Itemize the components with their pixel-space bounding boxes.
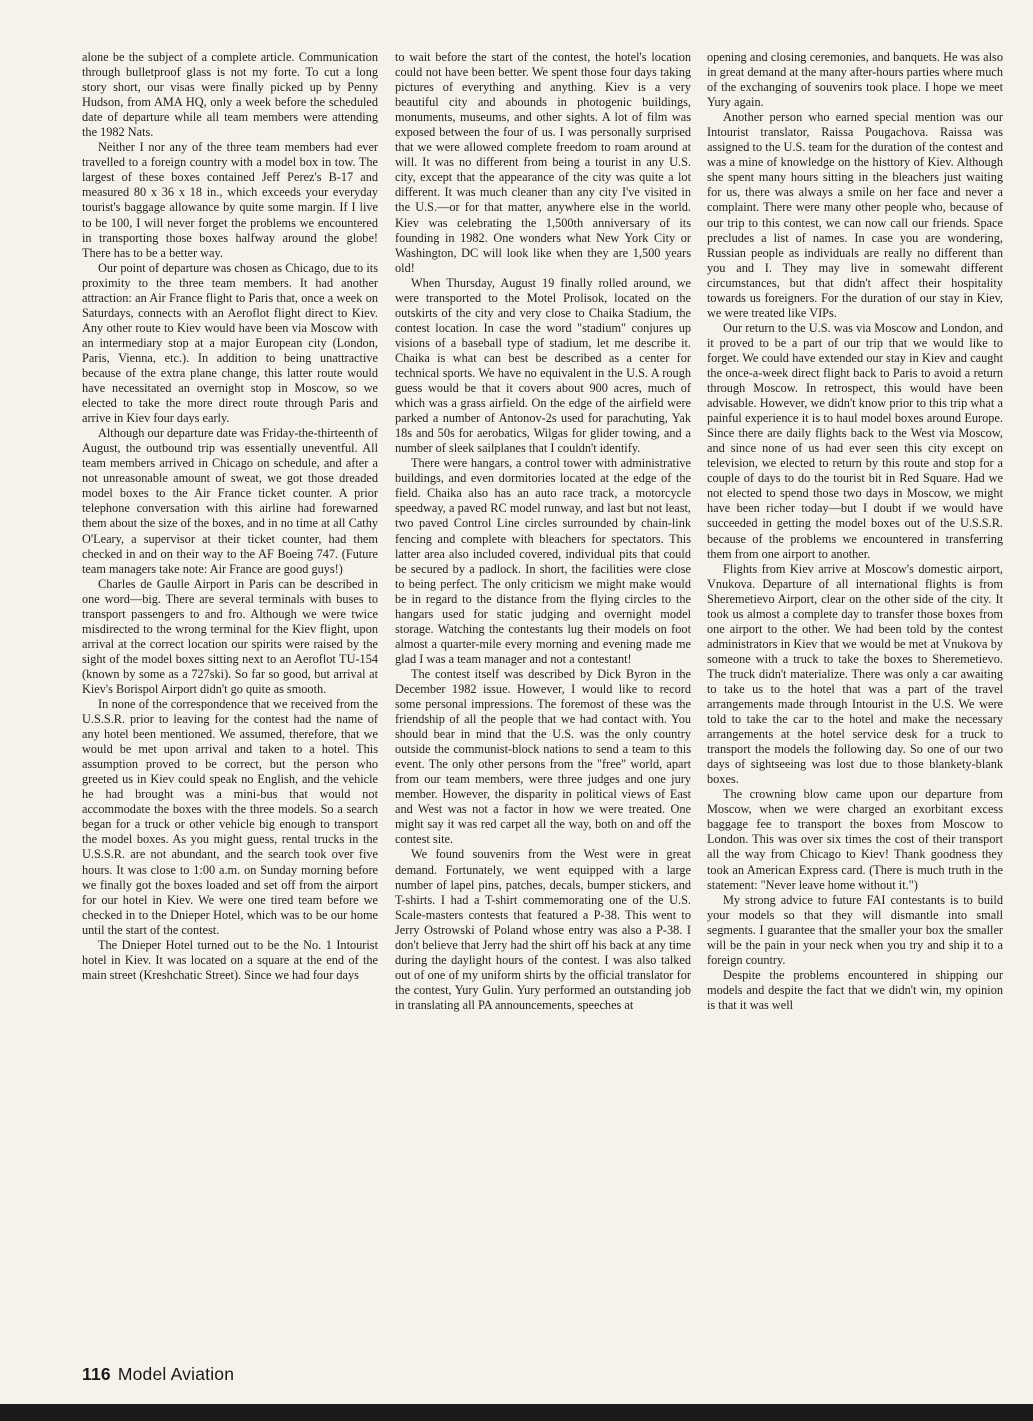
- scan-edge: [0, 1404, 1033, 1421]
- paragraph: to wait before the start of the contest, the hotel's location could not have been better. We spent those four days taking pictures of everything and anything. Kiev is a very beautiful city and abounds in photogenic buildings, monuments, museums, and other sights. A lot of film was exposed between the four of us. I was personally surprised that we were allowed complete freedom to roam around at will. It was no different from being a tourist in any U.S. city, except that the appearance of the city was quite a lot different. It was much cleaner than any city I've visited in the U.S.—or for that matter, anywhere else in the world. Kiev was celebrating the 1,500th anniversary of its founding in 1982. One wonders what New York City or Washington, DC will look like when they are 1,500 years old!: [395, 50, 691, 275]
- article-column-1: [82, 50, 378, 1350]
- paragraph: Another person who earned special mention was our Intourist translator, Raissa Pougachova. Raissa was assigned to the U.S. team for the duration of the contest and was a mine of knowledge on the histtory of Kiev. Although she spent many hours sitting in the bleachers just waiting for us, there was always a smile on her face and never a complaint. There were many other people who, because of our trip to this contest, we can now call our friends. Space precludes a list of names. In case you are wondering, Russian people as individuals are really no different than you and I. They may live in somewaht different circumstances, but that didn't affect their hospitality towards us foreigners. For the duration of our stay in Kiev, we were treated like VIPs.: [707, 110, 1003, 320]
- paragraph: Despite the problems encountered in shipping our models and despite the fact that we didn't win, my opinion is that it was well: [707, 967, 1003, 1012]
- paragraph: opening and closing ceremonies, and banquets. He was also in great demand at the many after-hours parties where much of the exchanging of souvenirs took place. I hope we meet Yury again.: [707, 50, 1003, 110]
- paragraph: The contest itself was described by Dick Byron in the December 1982 issue. However, I would like to record some personal impressions. The foremost of these was the friendship of all the people that we had contact with. You should bear in mind that the U.S. was the only country outside the communist-block nations to send a team to this event. The only other persons from the "free" world, apart from our team members, were three judges and one jury member. However, the disparity in political views of East and West was not a factor in how we were treated. One might say it was red carpet all the way, both on and off the contest site.: [395, 666, 691, 847]
- paragraph: Our return to the U.S. was via Moscow and London, and it proved to be a part of our trip that we would like to forget. We could have extended our stay in Kiev and caught the once-a-week direct flight back to Paris to avoid a return through Moscow. In retrospect, this would have been advisable. However, we didn't know prior to this trip what a painful experience it is to haul model boxes around Europe. Since there are daily flights back to the West via Moscow, and since none of us had ever seen this city except on television, we elected to return by this route and stop for a couple of days to do the tourist bit in Red Square. Had we not elected to spend those two days in Moscow, we might have been richer today—but I doubt if we would have succeeded in getting the model boxes out of the U.S.S.R. because of the problems we encountered in transferring them from one airport to another.: [707, 320, 1003, 561]
- paragraph: There were hangars, a control tower with administrative buildings, and even dormitories located at the edge of the field. Chaika also has an auto race track, a motorcycle speedway, a paved RC model runway, and last but not least, two paved Control Line circles surrounded by chain-link fencing and complete with bleachers for spectators. This latter area also included covered, individual pits that could be secured by a padlock. In short, the facilities were close to being perfect. The only criticism we might make would be in regard to the distance from the flying circles to the hangars used for static judging and overnight model storage. Watching the contestants lug their models on foot almost a quarter-mile every morning and evening made me glad I was a team manager and not a contestant!: [395, 456, 691, 666]
- paragraph: The crowning blow came upon our departure from Moscow, when we were charged an exorbitant excess baggage fee to transport the boxes from Moscow to London. This was over six times the cost of their transport all the way from Chicago to Kiev! Thank goodness they took an American Express card. (There is much truth in the statement: "Never leave home without it."): [707, 787, 1003, 892]
- page-number: 116: [82, 1364, 111, 1384]
- paragraph: When Thursday, August 19 finally rolled around, we were transported to the Motel Prolisok, located on the outskirts of the city and very close to Chaika Stadium, the contest location. In case the word "stadium" conjures up visions of a baseball type of stadium, let me describe it. Chaika is what can best be described as a center for technical sports. We have no equivalent in the U.S. A rough guess would be that it covers about 900 acres, much of which was a grass airfield. On the edge of the airfield were parked a number of Antonov-2s used for parachuting, Yak 18s and 50s for aerobatics, Wilgas for glider towing, and a number of sleek sailplanes that I couldn't identify.: [395, 275, 691, 456]
- article-column-3: [707, 50, 1003, 1350]
- magazine-title: Model Aviation: [117, 1364, 235, 1384]
- paragraph: Although our departure date was Friday-the-thirteenth of August, the outbound trip was essentially uneventful. All team members arrived in Chicago on schedule, and after a not unreasonable amount of sweat, we got those dreaded model boxes to the Air France ticket counter. A prior telephone conversation with this airline had forewarned them about the size of the boxes, and in no time at all Cathy O'Leary, a supervisor at their ticket counter, had them checked in and on their way to the AF Boeing 747. (Future team managers take note: Air France are good guys!): [82, 426, 378, 576]
- page-footer: [82, 1364, 234, 1385]
- paragraph: The Dnieper Hotel turned out to be the No. 1 Intourist hotel in Kiev. It was located on a square at the end of the main street (Kreshchatic Street). Since we had four days: [82, 937, 378, 982]
- paragraph: My strong advice to future FAI contestants is to build your models so that they will dismantle into small segments. I guarantee that the smaller your box the smaller will be the pain in your neck when you try and ship it to a foreign country.: [707, 892, 1003, 967]
- article-column-2: [395, 50, 691, 1350]
- paragraph: Charles de Gaulle Airport in Paris can be described in one word—big. There are several terminals with buses to transport passengers to and fro. Although we were twice misdirected to the wrong terminal for the Kiev flight, upon arrival at the correct location our spirits were raised by the sight of the model boxes sitting next to an Aeroflot TU-154 (known by some as a 727ski). So far so good, but arrival at Kiev's Borispol Airport didn't go quite as smooth.: [82, 576, 378, 696]
- paragraph: Our point of departure was chosen as Chicago, due to its proximity to the three team members. It had another attraction: an Air France flight to Paris that, once a week on Saturdays, connects with an Aeroflot flight direct to Kiev. Any other route to Kiev would have been via Moscow with an intermediary stop at a major European city (London, Paris, Vienna, etc.). In addition to being unattractive because of the extra plane change, this latter route would have necessitated an overnight stop in Moscow, so we elected to take the more direct route through Paris and arrive in Kiev four days early.: [82, 260, 378, 426]
- paragraph: Neither I nor any of the three team members had ever travelled to a foreign country with a model box in tow. The largest of these boxes contained Jeff Perez's B-17 and measured 80 x 36 x 18 in., which exceeds your everyday tourist's baggage allowance by quite some margin. If I live to be 100, I will never forget the problems we encountered in transporting those boxes halfway around the globe! There has to be a better way.: [82, 140, 378, 260]
- paragraph: alone be the subject of a complete article. Communication through bulletproof glass is not my forte. To cut a long story short, our visas were finally picked up by Penny Hudson, from AMA HQ, only a week before the scheduled date of departure while all team members were attending the 1982 Nats.: [82, 50, 378, 140]
- paragraph: We found souvenirs from the West were in great demand. Fortunately, we went equipped with a large number of lapel pins, patches, decals, bumper stickers, and T-shirts. I had a T-shirt commemorating one of the U.S. Scale-masters contests that featured a P-38. This went to Jerry Ostrowski of Poland whose entry was also a P-38. I don't believe that Jerry had the shirt off his back at any time during the daylight hours of the contest. I was also talked out of one of my uniform shirts by the official translator for the contest, Yury Gulin. Yury performed an outstanding job in translating all PA announcements, speeches at: [395, 847, 691, 1012]
- paragraph: In none of the correspondence that we received from the U.S.S.R. prior to leaving for the contest had the name of any hotel been mentioned. We assumed, therefore, that we would be met upon arrival and taken to a hotel. This assumption proved to be correct, but the person who greeted us in Kiev could speak no English, and the vehicle he had brought was a mini-bus that would not accommodate the boxes with the three models. So a search began for a truck or other vehicle big enough to transport the model boxes. As you might guess, rental trucks in the U.S.S.R. are not abundant, and the search took over five hours. It was close to 1:00 a.m. on Sunday morning before we finally got the boxes loaded and set off from the airport for our hotel in Kiev. We were one tired team before we checked in to the Dnieper Hotel, which was to be our home until the start of the contest.: [82, 697, 378, 937]
- paragraph: Flights from Kiev arrive at Moscow's domestic airport, Vnukova. Departure of all international flights is from Sheremetievo Airport, clear on the other side of the city. It took us almost a complete day to transfer those boxes from one airport to the other. We had been told by the contest administrators in Kiev that we would be met at Vnukova by someone with a truck to take the boxes to Sheremetievo. The truck didn't materialize. There was only a car awaiting to take us to the hotel that was a part of the travel arrangements made through Intourist in the U.S. We were told to take the car to the hotel and make the necessary arrangements at the hotel service desk for a truck to transport the models the following day. So one of our two days of sightseeing was lost due to those blankety-blank boxes.: [707, 561, 1003, 787]
